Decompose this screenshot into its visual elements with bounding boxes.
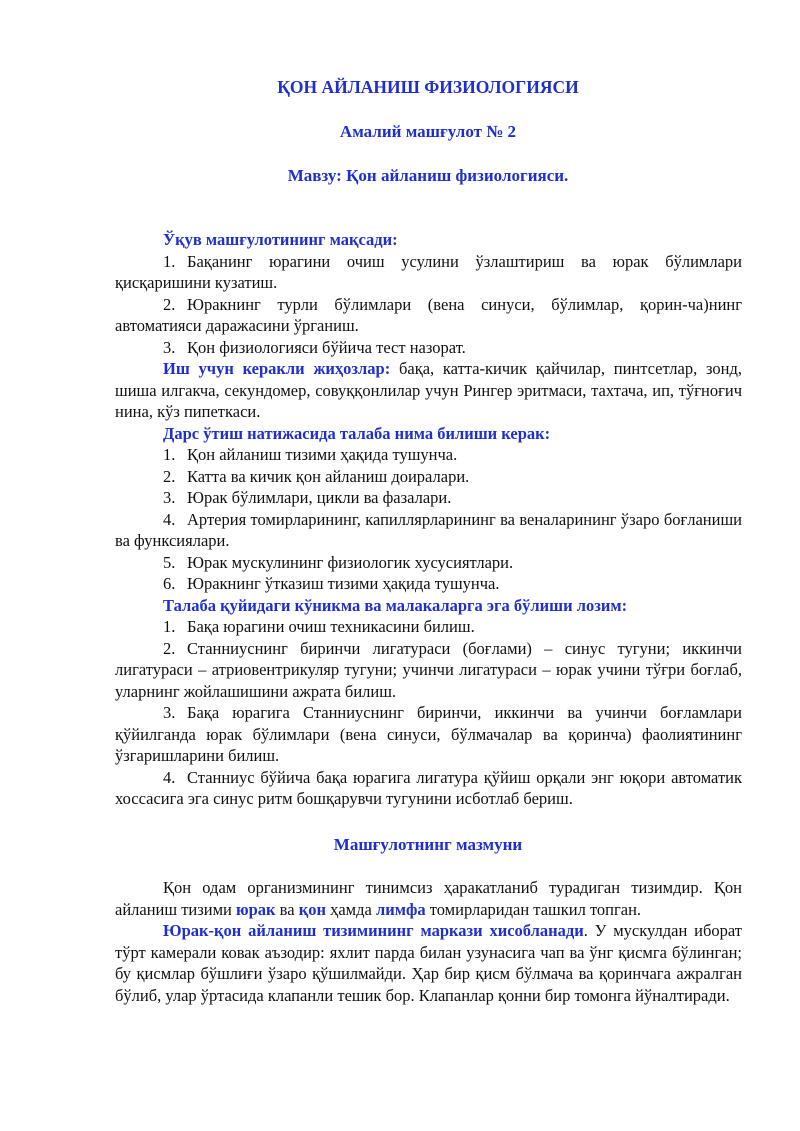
- knowledge-heading: Дарс ўтиш натижасида талаба нима билиши керак:: [163, 423, 551, 443]
- content-paragraph-1: Қон одам организмининг тинимсиз ҳаракатланиб турадиган тизимдир. Қон айланиш тизими юрак ва қон ҳамда лимфа томирларидан ташкил топган.: [115, 878, 742, 919]
- content-section: [115, 877, 742, 1006]
- list-item: 3. Қон физиологияси бўйича тест назорат.: [163, 337, 466, 357]
- list-item: 1. Бақа юрагини очиш техникасини билиш.: [163, 617, 475, 636]
- content-paragraph-2: Юрак-қон айланиш тизимининг маркази хисобланади. У мускулдан иборат тўрт камерали ковак аъзодир: яхлит парда билан узунасига чап ва ўнг қисмга бўлинган; бу қисмлар бўшлиғи ўзаро қўшилмайди. Ҳар бир қисм бўлмача ва қоринчага ажралган бўлиб, улар ўртасида клапанли тешик бор. Клапанлар қонни бир томонга йўналтиради.: [115, 921, 742, 1005]
- tools-text: бақа, катта-кичик қайчилар, пинтсетлар, зонд, шиша илгакча, секундомер, совуққонлилар учун Рингер эритмаси, тахтача, ип, тўғноғич нина, кўз пипеткаси.: [115, 359, 742, 421]
- goals-heading: Ўқув машғулотининг мақсади:: [163, 230, 398, 249]
- skills-heading: Талаба қуйидаги кўникма ва малакаларга эга бўлиши лозим:: [163, 595, 628, 615]
- list-item: 3. Юрак бўлимлари, цикли ва фазалари.: [163, 488, 452, 507]
- list-item: 1. Бақанинг юрагини очиш усулини ўзлаштириш ва юрак бўлимлари қисқаришини кузатиш.: [115, 251, 742, 292]
- list-item: 3. Бақа юрагига Станниуснинг биринчи, иккинчи ва учинчи боғламлари қўйилганда юрак бўлимлари (вена синуси, бўлмачалар ва қоринча) фаолиятининг ўзгаришларини билиш.: [115, 703, 742, 765]
- list-item: 2. Катта ва кичик қон айланиш доиралари.: [163, 466, 470, 486]
- objectives-section: [115, 229, 742, 810]
- list-item: 5. Юрак мускулининг физиологик хусусиятлари.: [163, 552, 514, 572]
- content-heading: Машғулотнинг мазмуни: [333, 835, 523, 854]
- list-item: 4. Артерия томирларининг, капиллярларининг ва веналарининг ўзаро боғланиши ва функсиялари.: [115, 509, 742, 550]
- heart-center-phrase: Юрак-қон айланиш тизимининг маркази хисобланади: [163, 921, 584, 940]
- tools-paragraph: [115, 358, 742, 423]
- list-item: 1. Қон айланиш тизими ҳақида тушунча.: [163, 445, 458, 464]
- list-item: 2. Станниуснинг биринчи лигатураси (боғлами) – синус тугуни; иккинчи лигатураси – атриовентрикуляр тугуни; учинчи лигатураси – юрак учини тўғри боғлаб, уларнинг жойлашишини ажрата билиш.: [115, 638, 742, 701]
- list-item: 2. Юракнинг турли бўлимлари (вена синуси, бўлимлар, қорин-ча)нинг автоматияси даражасини ўрганиш.: [115, 294, 742, 335]
- list-item: 4. Станниус бўйича бақа юрагига лигатура қўйиш орқали энг юқори автоматик хоссасига эга синус ритм бошқарувчи тугунини исботлаб бериш.: [115, 767, 742, 808]
- term-lymph: лимфа: [375, 899, 426, 919]
- practical-number: Амалий машғулот № 2: [339, 122, 517, 141]
- term-heart: юрак: [236, 899, 276, 919]
- list-item: 6. Юракнинг ўтказиш тизими ҳақида тушунча.: [163, 574, 500, 593]
- term-blood: қон: [298, 899, 326, 919]
- topic-line: Мавзу: Қон айланиш физиологияси.: [287, 166, 569, 185]
- document-title: ҚОН АЙЛАНИШ ФИЗИОЛОГИЯСИ: [277, 77, 579, 97]
- tools-heading: Иш учун керакли жиҳозлар:: [163, 359, 391, 378]
